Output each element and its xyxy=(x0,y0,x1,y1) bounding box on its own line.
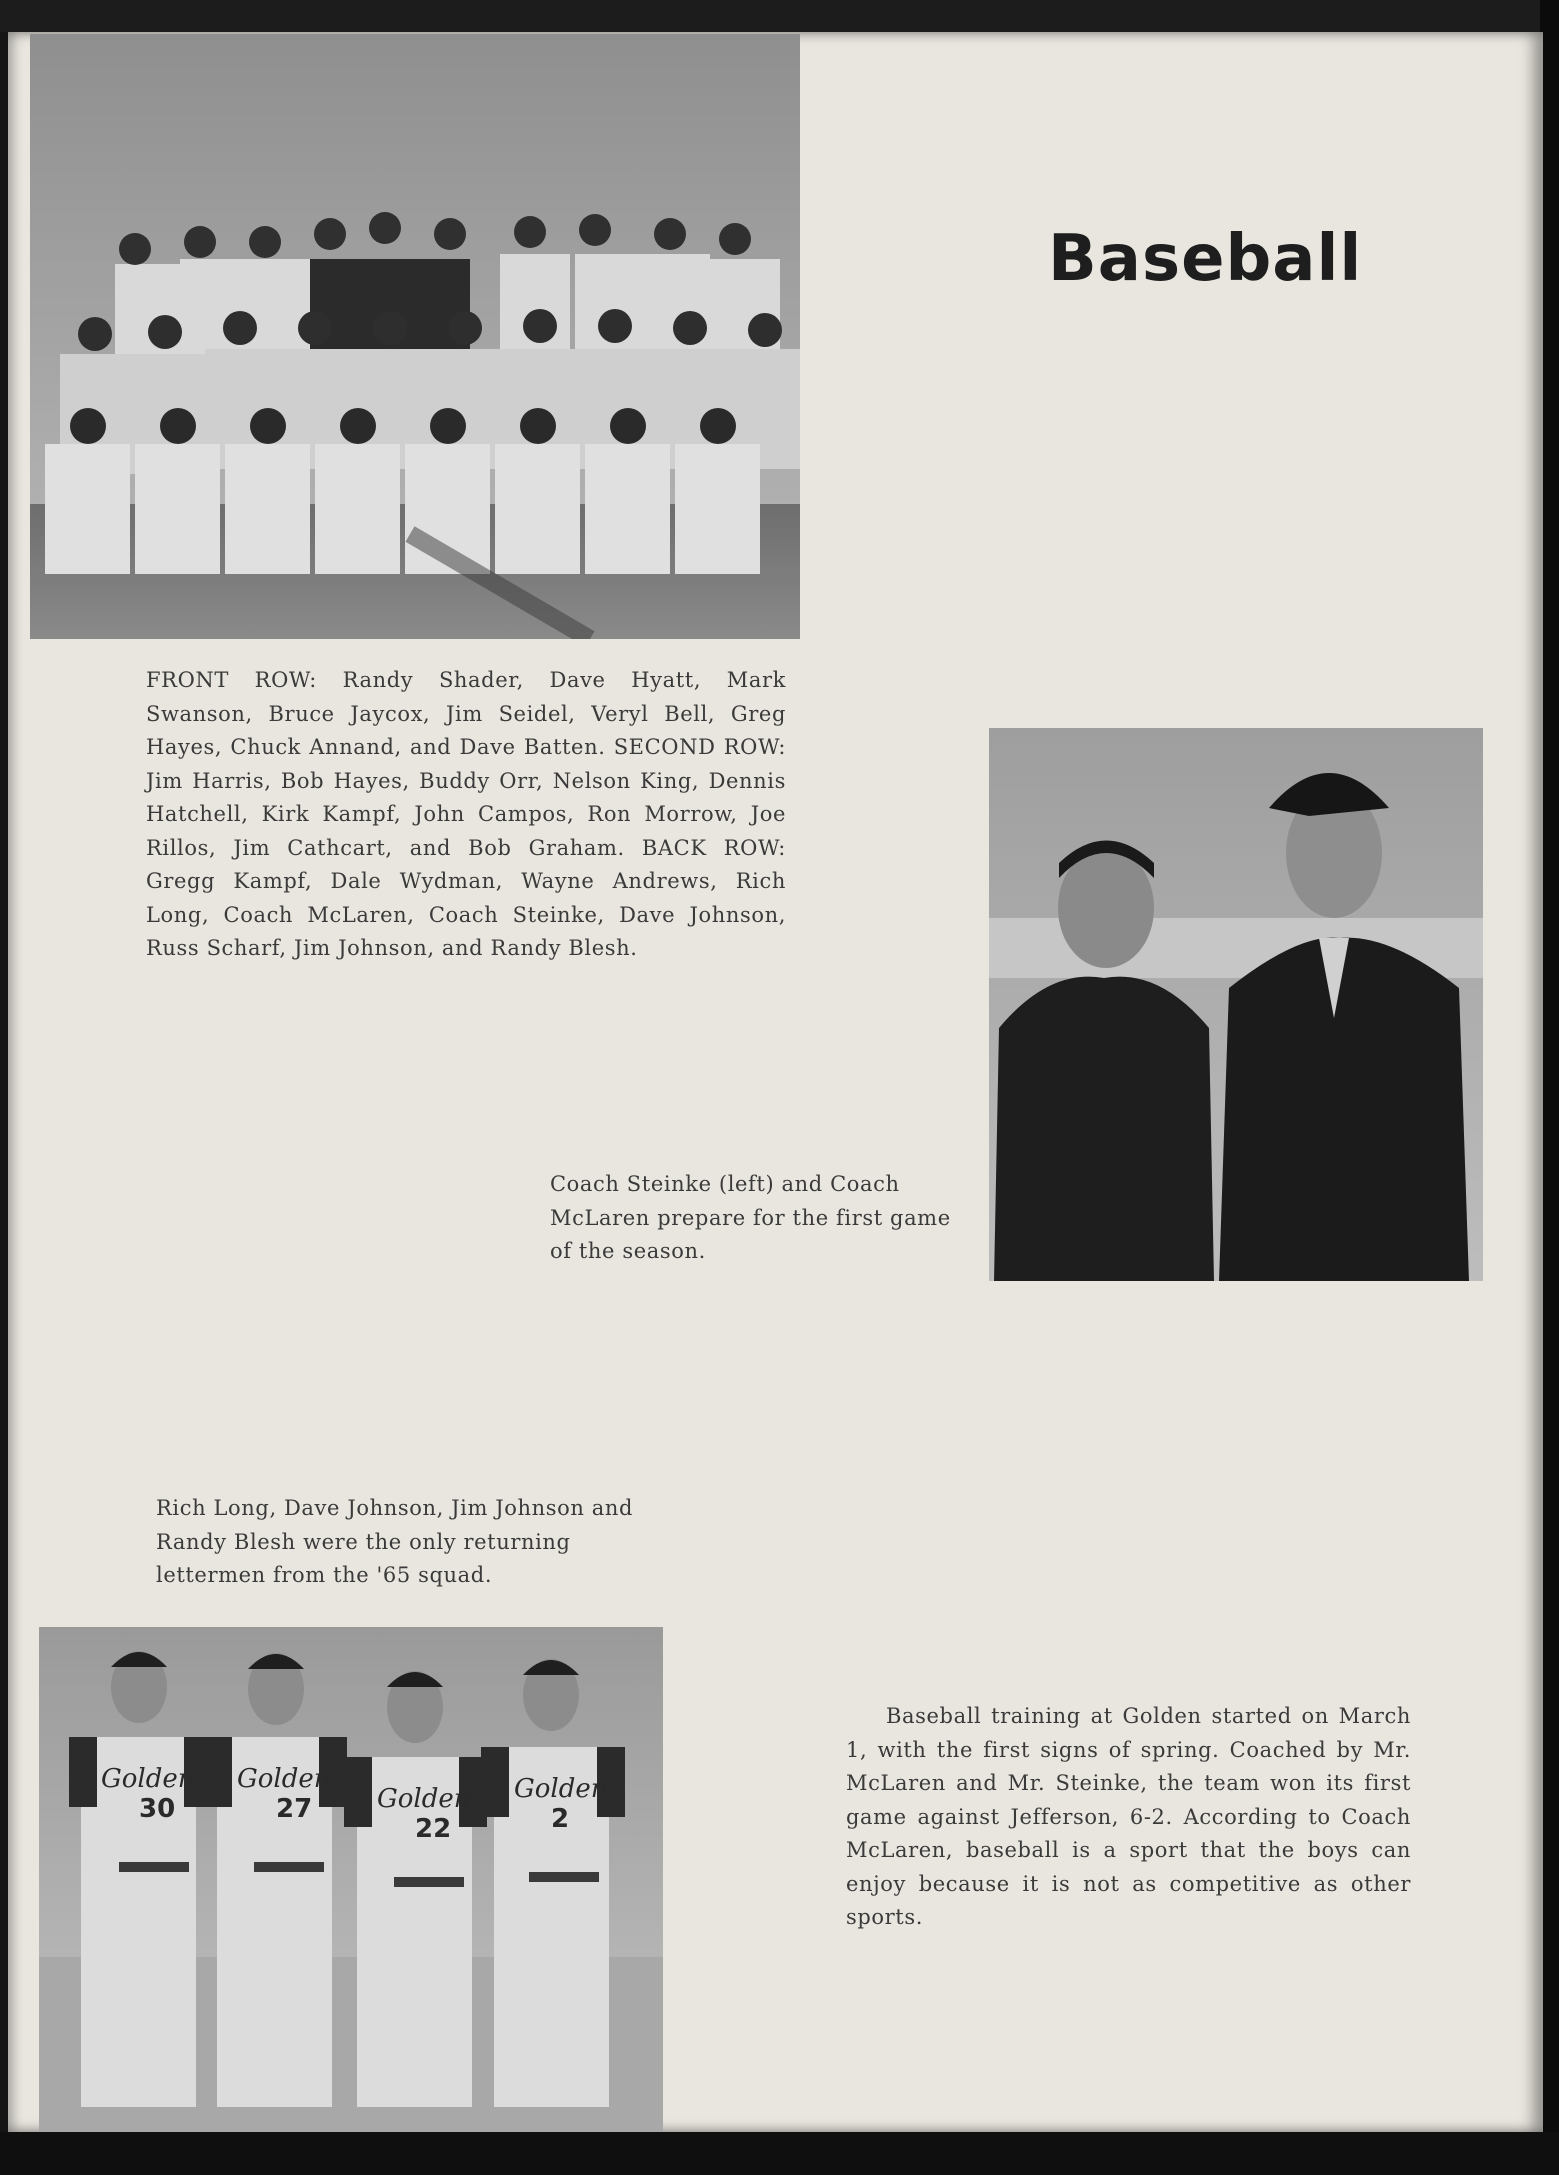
top-scan-border xyxy=(0,0,1559,32)
jersey-script-3: Golden xyxy=(377,1784,471,1814)
lettermen-photo-image xyxy=(39,1627,663,2132)
page-title: Baseball xyxy=(1048,222,1363,296)
coaches-photo-image xyxy=(989,728,1483,1281)
team-photo-caption: FRONT ROW: Randy Shader, Dave Hyatt, Mark Swanson, Bruce Jaycox, Jim Seidel, Veryl Bell, Greg Hayes, Chuck Annand, and Dave Batten. SECOND ROW: Jim Harris, Bob Hayes, Buddy Orr, Nelson King, Dennis Hatchell, Kirk Kampf, John Campos, Ron Morrow, Joe Rillos, Jim Cathcart, and Bob Graham. BACK ROW: Gregg Kampf, Dale Wydman, Wayne Andrews, Rich Long, Coach McLaren, Coach Steinke, Dave Johnson, Russ Scharf, Jim Johnson, and Randy Blesh. xyxy=(146,668,786,960)
bottom-scan-border xyxy=(0,2132,1559,2175)
jersey-number-2: 2 xyxy=(551,1804,570,1834)
coaches-photo-caption: Coach Steinke (left) and Coach McLaren prepare for the first game of the season. xyxy=(550,1172,951,1263)
jersey-number-30: 30 xyxy=(139,1794,176,1824)
baseball-story-text: Baseball training at Golden started on March 1, with the first signs of spring. Coached by Mr. McLaren and Mr. Steinke, the team won its first game against Jefferson, 6-2. According to Coach McLaren, baseball is a sport that the boys can enjoy because it is not as competitive as other sports. xyxy=(846,1704,1411,1929)
lettermen-photo-caption: Rich Long, Dave Johnson, Jim Johnson and Randy Blesh were the only returning lettermen from the '65 squad. xyxy=(156,1496,634,1587)
yearbook-page xyxy=(8,32,1543,2132)
jersey-script-1: Golden xyxy=(101,1764,195,1794)
jersey-number-27: 27 xyxy=(276,1794,313,1824)
jersey-script-2: Golden xyxy=(237,1764,331,1794)
jersey-number-22: 22 xyxy=(415,1814,452,1844)
lettermen-photo xyxy=(39,1627,663,2132)
jersey-script-4: Golden xyxy=(514,1774,608,1804)
team-photo xyxy=(30,34,800,639)
coaches-photo xyxy=(989,728,1483,1281)
team-photo-image xyxy=(30,34,800,639)
